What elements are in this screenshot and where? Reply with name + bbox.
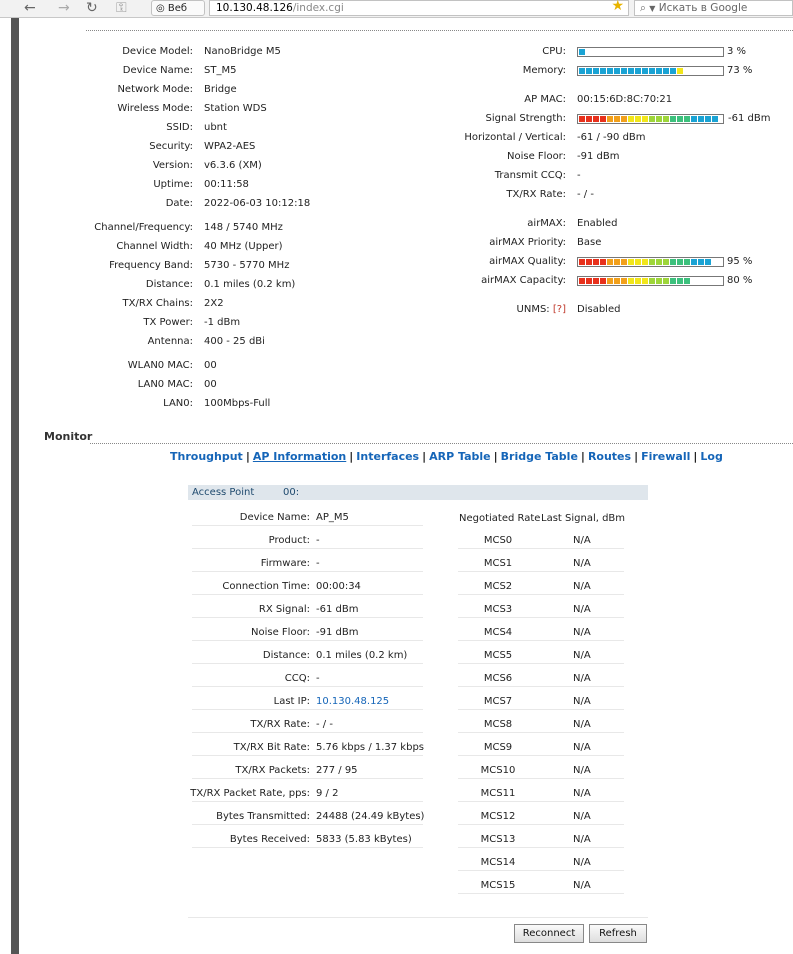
status-label-text: AP MAC: [524,94,566,105]
ap-row-value: 9 / 2 [316,788,339,799]
ap-row-label: TX/RX Rate: [250,719,310,730]
row-divider [192,709,423,710]
bar-segment [635,259,641,265]
ap-row-label: TX/RX Bit Rate: [233,742,310,753]
ap-row-value: 24488 (24.49 kBytes) [316,811,425,822]
bar-segment [621,278,627,284]
reconnect-button[interactable]: Reconnect [514,924,584,943]
rate-name: MCS5 [483,650,513,661]
status-label-text: airMAX: [527,218,566,229]
status-label [485,113,566,124]
status-label [481,275,566,286]
bar-segment [670,116,676,122]
status-value: ST_M5 [204,65,237,76]
url-path: /index.cgi [292,2,344,14]
status-value: 5730 - 5770 MHz [204,260,290,271]
status-label: LAN0: [163,398,193,409]
ap-row-value: 0.1 miles (0.2 km) [316,650,408,661]
ap-header-value: 00: [283,487,300,498]
bar-segment [607,68,613,74]
status-value: 00:15:6D:8C:70:21 [577,94,673,105]
bar-segment [593,68,599,74]
row-divider [458,801,624,802]
row-divider [458,755,624,756]
row-divider [458,617,624,618]
status-label: TX Power: [143,317,193,328]
level-bar [577,276,724,286]
bar-segment [677,116,683,122]
status-label-text: Memory: [522,65,566,76]
status-label: LAN0 MAC: [137,379,193,390]
tab-interfaces[interactable]: Interfaces [356,450,420,463]
bar-segment [663,259,669,265]
status-label [524,94,566,105]
ap-row-label: Firmware: [260,558,310,569]
bar-segment [593,278,599,284]
page-frame-border [11,18,19,954]
row-divider [458,709,624,710]
level-bar [577,47,724,57]
status-value: 2022-06-03 10:12:18 [204,198,311,209]
bar-segment [670,278,676,284]
bar-segment [649,68,655,74]
search-bar[interactable] [634,0,793,16]
bar-segment [712,116,718,122]
bar-segment [684,116,690,122]
site-identity-button[interactable] [151,0,205,16]
status-value: 95 % [727,256,753,267]
bar-segment [677,259,683,265]
rate-signal: N/A [573,673,591,684]
row-divider [458,571,624,572]
bar-segment [628,259,634,265]
rate-signal: N/A [573,535,591,546]
rate-name: MCS9 [483,742,513,753]
rate-signal: N/A [573,765,591,776]
status-label-text: Signal Strength: [485,113,566,124]
row-divider [192,847,423,848]
status-value: NanoBridge M5 [204,46,281,57]
ap-row-value: - [316,535,320,546]
bar-segment [586,116,592,122]
site-identity-label: Веб [167,3,188,14]
status-label [517,304,566,315]
bar-segment [621,116,627,122]
status-value: 148 / 5740 MHz [204,222,283,233]
forward-icon[interactable]: → [58,0,70,16]
link-separator: | [634,450,639,463]
rate-name: MCS13 [480,834,516,845]
status-label-text: CPU: [542,46,566,57]
status-label [542,46,566,57]
status-value: - / - [577,189,594,200]
ap-row-label: Bytes Transmitted: [216,811,310,822]
bookmark-star-icon[interactable]: ★ [611,0,624,14]
status-label-text: Transmit CCQ: [494,170,566,181]
status-label [523,65,566,76]
help-link[interactable]: [?] [552,304,566,315]
status-label: Uptime: [153,179,193,190]
link-separator: | [349,450,354,463]
bar-segment [586,259,592,265]
status-label: Channel/Frequency: [94,222,193,233]
ap-row-label: Last IP: [273,696,310,707]
bar-segment [614,116,620,122]
tab-ap-information[interactable]: AP Information [252,450,347,463]
bar-segment [607,259,613,265]
ap-row-value: - [316,558,320,569]
status-value: 80 % [727,275,753,286]
bar-segment [621,68,627,74]
status-value: 73 % [727,65,753,76]
row-divider [458,870,624,871]
refresh-button[interactable]: Refresh [589,924,647,943]
bar-segment [600,116,606,122]
rate-name: MCS3 [483,604,513,615]
rate-signal: N/A [573,811,591,822]
rate-name: MCS14 [480,857,516,868]
bar-segment [698,259,704,265]
bar-segment [677,68,683,74]
status-label: Channel Width: [116,241,193,252]
ap-row-label: Bytes Received: [229,834,310,845]
ap-footer-divider [188,917,648,918]
row-divider [458,686,624,687]
bar-segment [677,278,683,284]
status-label-text: airMAX Quality: [489,256,566,267]
status-value: -61 dBm [728,113,771,124]
status-value: -91 dBm [577,151,620,162]
bar-segment [579,116,585,122]
bar-segment [705,116,711,122]
rate-name: MCS15 [480,880,516,891]
status-value: 00:11:58 [204,179,249,190]
ap-row-label: RX Signal: [258,604,310,615]
monitor-divider [90,443,793,444]
row-divider [458,548,624,549]
status-label: Device Name: [122,65,193,76]
status-label [495,170,566,181]
status-label-text: airMAX Priority: [489,237,566,248]
bar-segment [614,68,620,74]
status-label: SSID: [166,122,193,133]
rate-name: MCS10 [480,765,516,776]
status-label: Version: [152,160,193,171]
bar-segment [579,49,585,55]
status-divider [86,30,793,31]
ap-row-value[interactable]: 10.130.48.125 [316,696,390,707]
rate-name: MCS6 [483,673,513,684]
rate-name: MCS11 [480,788,516,799]
ap-row-value: 277 / 95 [316,765,358,776]
status-value: 0.1 miles (0.2 km) [204,279,296,290]
bar-segment [705,259,711,265]
row-divider [192,548,423,549]
status-label-text: TX/RX Rate: [506,189,566,200]
row-divider [192,571,423,572]
status-value: v6.3.6 (XM) [204,160,262,171]
row-divider [458,594,624,595]
rate-signal: N/A [573,857,591,868]
ap-row-label: Distance: [262,650,310,661]
back-icon[interactable]: ← [24,0,36,16]
bar-segment [649,259,655,265]
tab-firewall[interactable]: Firewall [641,450,691,463]
ap-row-label: Noise Floor: [251,627,310,638]
rate-signal: N/A [573,788,591,799]
link-separator: | [493,450,498,463]
rate-signal: N/A [573,719,591,730]
status-label: Wireless Mode: [117,103,193,114]
browser-toolbar [0,0,793,18]
status-label [507,151,566,162]
bar-segment [635,68,641,74]
status-value: 00 [204,360,217,371]
bar-segment [635,116,641,122]
rate-name: MCS0 [483,535,513,546]
status-label [464,132,566,143]
ap-row-value: 00:00:34 [316,581,361,592]
bar-segment [670,259,676,265]
status-label-text: airMAX Capacity: [481,275,566,286]
status-value: 100Mbps-Full [204,398,271,409]
status-label-text: UNMS: [516,304,550,315]
row-divider [458,778,624,779]
rate-signal: N/A [573,696,591,707]
link-separator: | [245,450,250,463]
bar-segment [663,278,669,284]
status-label [527,218,566,229]
reload-icon[interactable]: ↻ [86,0,98,16]
status-label: Date: [165,198,193,209]
bar-segment [579,278,585,284]
ap-header-label: Access Point [192,487,255,498]
status-label-text: Noise Floor: [507,151,566,162]
tab-throughput[interactable]: Throughput [170,450,243,463]
key-icon[interactable]: ⚿ [116,0,127,16]
ap-header [188,485,648,500]
status-value: 40 MHz (Upper) [204,241,283,252]
ap-row-value: - / - [316,719,333,730]
row-divider [458,824,624,825]
bar-segment [642,278,648,284]
bar-segment [642,259,648,265]
ap-row-value: 5.76 kbps / 1.37 kbps [316,742,425,753]
status-label [489,256,566,267]
status-label: WLAN0 MAC: [127,360,193,371]
row-divider [192,525,423,526]
ap-row-label: TX/RX Packets: [235,765,310,776]
rate-signal: N/A [573,834,591,845]
status-label: Frequency Band: [109,260,193,271]
row-divider [458,640,624,641]
bar-segment [628,278,634,284]
row-divider [458,663,624,664]
bar-segment [614,259,620,265]
bar-segment [656,259,662,265]
rates-header-signal: Last Signal, dBm [541,513,626,524]
rate-name: MCS12 [480,811,516,822]
bar-segment [670,68,676,74]
bar-segment [607,278,613,284]
rate-signal: N/A [573,880,591,891]
bar-segment [649,278,655,284]
bar-segment [649,116,655,122]
bar-segment [628,68,634,74]
bar-segment [656,68,662,74]
bar-segment [586,278,592,284]
rate-name: MCS1 [483,558,513,569]
bar-segment [579,259,585,265]
ap-row-label: Connection Time: [222,581,310,592]
status-label: Distance: [145,279,193,290]
rate-signal: N/A [573,650,591,661]
bar-segment [663,68,669,74]
rate-signal: N/A [573,558,591,569]
bar-segment [691,259,697,265]
bar-segment [642,68,648,74]
status-value: -1 dBm [204,317,241,328]
url-bar[interactable] [209,0,629,16]
status-value: ubnt [204,122,227,133]
level-bar [577,114,724,124]
bar-segment [656,116,662,122]
rate-name: MCS8 [483,719,513,730]
tab-arp-table[interactable]: ARP Table [429,450,491,463]
row-divider [458,893,624,894]
level-bar [577,66,724,76]
bar-segment [628,116,634,122]
bar-segment [691,116,697,122]
rate-signal: N/A [573,581,591,592]
monitor-tabs [170,450,723,463]
bar-segment [600,278,606,284]
bar-segment [656,278,662,284]
row-divider [192,640,423,641]
ap-row-value: -61 dBm [316,604,359,615]
bar-segment [684,278,690,284]
bar-segment [600,68,606,74]
status-value: Base [577,237,602,248]
row-divider [192,824,423,825]
status-value: -61 / -90 dBm [577,132,646,143]
status-value: 2X2 [204,298,224,309]
row-divider [458,847,624,848]
row-divider [192,617,423,618]
row-divider [458,732,624,733]
status-label [489,237,566,248]
rate-signal: N/A [573,627,591,638]
status-label-text: Horizontal / Vertical: [464,132,566,143]
rate-name: MCS2 [483,581,513,592]
status-value: Station WDS [204,103,267,114]
url-host: 10.130.48.126 [216,2,293,14]
status-label: Device Model: [122,46,193,57]
row-divider [192,594,423,595]
status-label: Network Mode: [117,84,193,95]
row-divider [192,686,423,687]
ap-row-label: Device Name: [239,512,310,523]
status-label [506,189,566,200]
link-separator: | [422,450,427,463]
bar-segment [593,116,599,122]
monitor-title: Monitor [44,430,93,443]
search-icon: ⌕ [640,2,646,14]
status-value: 3 % [727,46,747,57]
row-divider [192,663,423,664]
row-divider [192,778,423,779]
tab-log[interactable]: Log [700,450,723,463]
row-divider [192,801,423,802]
status-value: WPA2-AES [204,141,256,152]
ap-row-value: - [316,673,320,684]
status-value: Enabled [577,218,618,229]
ap-row-label: CCQ: [284,673,310,684]
tab-routes[interactable]: Routes [587,450,632,463]
bar-segment [586,68,592,74]
globe-icon: ◎ [156,3,165,14]
status-value: 00 [204,379,217,390]
bar-segment [698,116,704,122]
link-separator: | [580,450,585,463]
status-value: 400 - 25 dBi [204,336,265,347]
row-divider [192,755,423,756]
bar-segment [607,116,613,122]
status-label: TX/RX Chains: [122,298,193,309]
link-separator: | [693,450,698,463]
bar-segment [593,259,599,265]
ap-row-value: AP_M5 [316,512,349,523]
bar-segment [621,259,627,265]
level-bar [577,257,724,267]
status-label: Antenna: [147,336,193,347]
bar-segment [642,116,648,122]
status-label: Security: [149,141,193,152]
row-divider [192,732,423,733]
rate-signal: N/A [573,604,591,615]
tab-bridge-table[interactable]: Bridge Table [500,450,578,463]
search-placeholder: Искать в Google [658,2,748,14]
ap-row-value: -91 dBm [316,627,359,638]
ap-row-value: 5833 (5.83 kBytes) [316,834,412,845]
rates-header-rate: Negotiated Rate [459,513,541,524]
status-value: Disabled [577,304,621,315]
search-dropdown-icon[interactable]: ▼ [649,4,656,13]
bar-segment [600,259,606,265]
rate-name: MCS7 [483,696,513,707]
bar-segment [614,278,620,284]
bar-segment [663,116,669,122]
bar-segment [635,278,641,284]
bar-segment [579,68,585,74]
rate-signal: N/A [573,742,591,753]
ap-row-label: TX/RX Packet Rate, pps: [190,788,310,799]
rate-name: MCS4 [483,627,513,638]
bar-segment [684,259,690,265]
status-value: Bridge [204,84,237,95]
ap-row-label: Product: [268,535,310,546]
status-value: - [577,170,581,181]
